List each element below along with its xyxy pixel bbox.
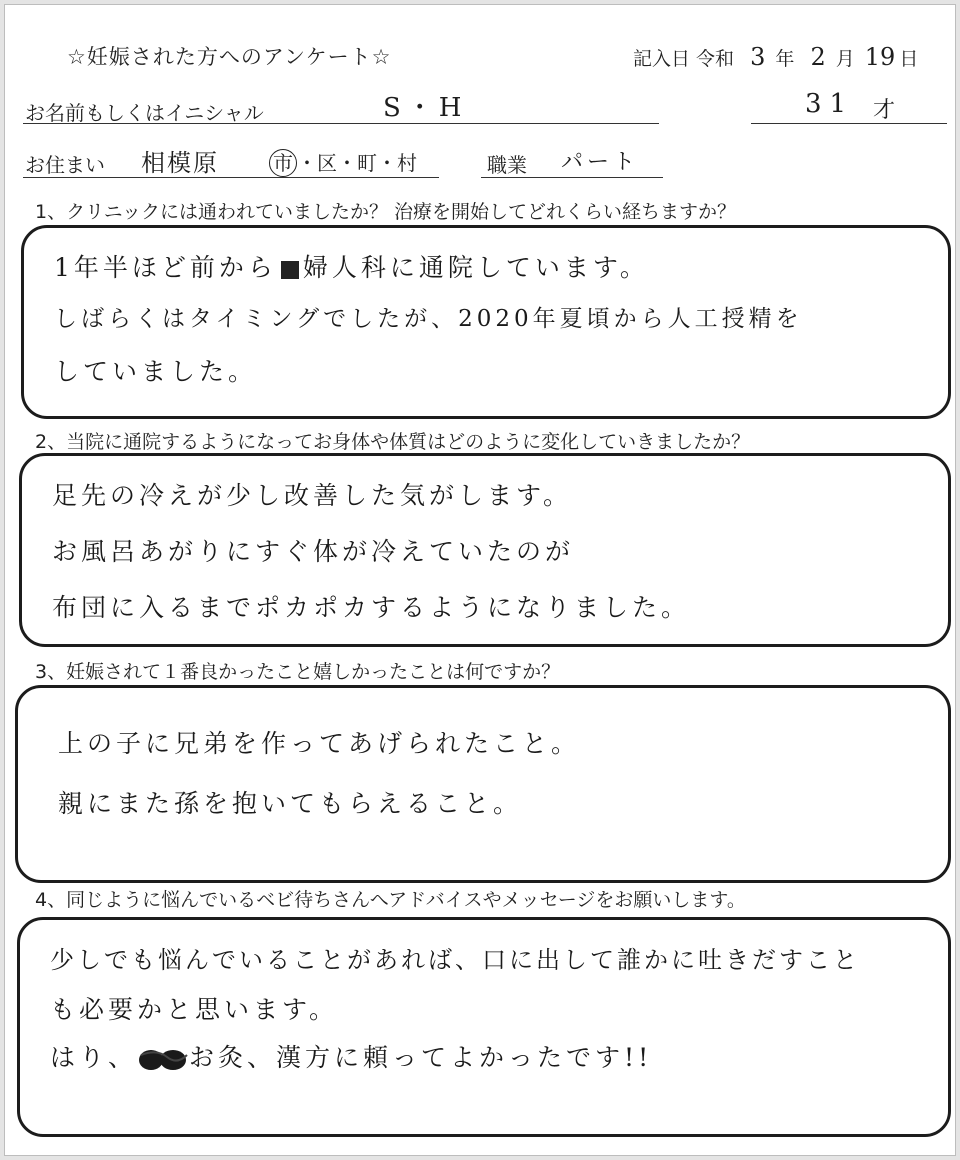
answer-box-3 <box>15 685 951 883</box>
age-value: 31 <box>805 89 855 119</box>
answer-box-4 <box>17 917 951 1137</box>
age-underline <box>751 123 947 124</box>
name-label: お名前もしくはイニシャル <box>25 101 264 125</box>
answer-3-line-2: 親にまた孫を抱いてもらえること。 <box>58 789 523 818</box>
answer-3-line-1: 上の子に兄弟を作ってあげられたこと。 <box>58 729 581 758</box>
answer-2-line-2: お風呂あがりにすぐ体が冷えていたのが <box>52 537 575 566</box>
job-underline <box>481 177 663 178</box>
month-unit: 月 <box>835 48 855 70</box>
answer-4-line-1: 少しでも悩んでいることがあれば、口に出して誰かに吐きだすこと <box>50 946 860 974</box>
date-year: 3 <box>750 43 766 71</box>
address-value: 相模原 <box>141 149 219 177</box>
answer-1-line-1: 1年半ほど前から 婦人科に通院しています。 <box>54 253 649 282</box>
redaction-mark-icon <box>277 257 303 283</box>
answer-4-line-3: はり、 お灸、漢方に頼ってよかったです!! <box>50 1043 653 1072</box>
question-3: 3、妊娠されて１番良かったこと嬉しかったことは何ですか？ <box>35 661 561 683</box>
address-municipality <box>269 147 417 177</box>
answer-1-line-3: していました。 <box>54 357 258 386</box>
question-1: 1、クリニックには通われていましたか？ 治療を開始してどれくらい経ちますか？ <box>35 201 736 223</box>
address-rest: ・区・町・村 <box>297 151 417 175</box>
survey-sheet <box>4 4 956 1156</box>
day-unit: 日 <box>899 48 919 70</box>
age-unit: 才 <box>873 98 896 123</box>
answer-4-line-2: も必要かと思います。 <box>50 995 339 1024</box>
name-underline <box>23 123 659 124</box>
answer-2-line-1: 足先の冷えが少し改善した気がします。 <box>52 481 573 510</box>
address-underline <box>23 177 439 178</box>
city-circle: 市 <box>269 149 297 177</box>
date-day: 19 <box>864 43 896 71</box>
answer-1-line-2: しばらくはタイミングでしたが、2020年夏頃から人工授精を <box>54 306 803 332</box>
redaction-scribble-icon <box>137 1047 189 1073</box>
date-month: 2 <box>810 43 826 71</box>
name-value: S・H <box>383 93 468 123</box>
address-label: お住まい <box>25 153 105 177</box>
answer-box-2 <box>19 453 951 647</box>
entry-date <box>633 43 918 71</box>
answer-2-line-3: 布団に入るまでポカポカするようになりました。 <box>52 593 691 622</box>
job-label: 職業 <box>487 153 527 177</box>
job-value: パート <box>561 150 640 175</box>
date-label: 記入日 令和 <box>633 48 735 70</box>
question-4: 4、同じように悩んでいるベビ待ちさんへアドバイスやメッセージをお願いします。 <box>35 889 746 911</box>
survey-title: ☆妊娠された方へのアンケート☆ <box>67 45 392 69</box>
question-2: 2、当院に通院するようになってお身体や体質はどのように変化していきましたか？ <box>35 431 751 453</box>
answer-box-1 <box>21 225 951 419</box>
year-unit: 年 <box>775 48 795 70</box>
